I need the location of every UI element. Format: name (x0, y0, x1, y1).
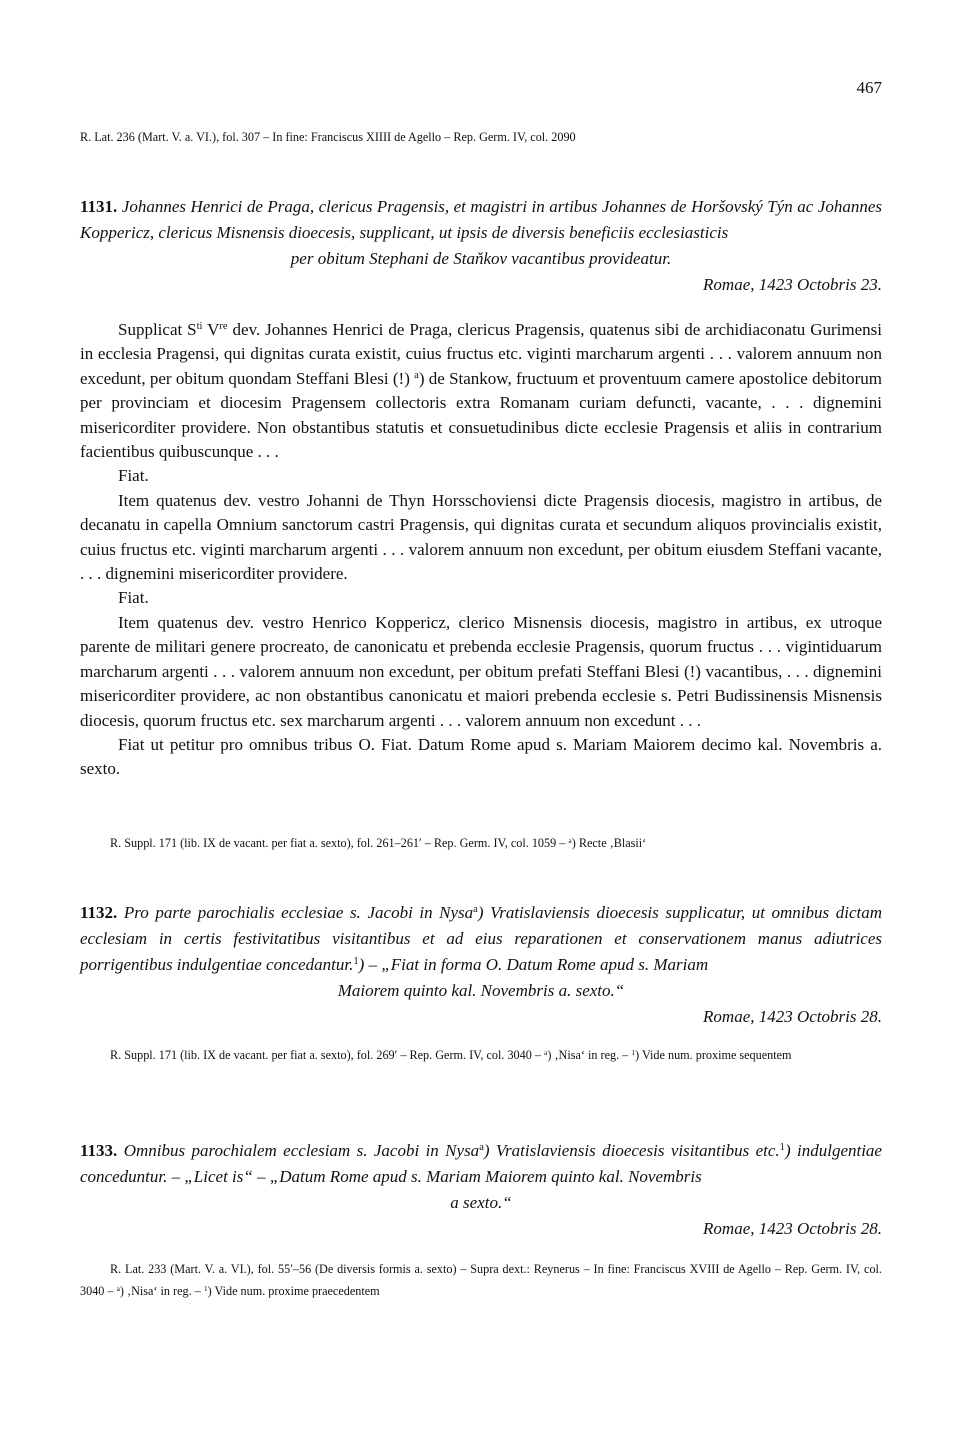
footnote-marker: a (544, 1047, 548, 1057)
prime-mark: ′ (290, 1262, 293, 1276)
entry-1133-note (80, 1258, 882, 1302)
entry-date: Romae, 1423 Octobris 28. (703, 1007, 882, 1026)
text-run: ) ‚Nisa‘ in reg. – (547, 1048, 632, 1062)
text-run: – Rep. Germ. IV, col. 3040 – (397, 1048, 545, 1062)
text-run: (De diversis formis a. sexto) – Supra dext.: Reynerus – In fine: Franciscus XVIII de Agello – Rep. Germ. IV, col. 3040 – (80, 1262, 882, 1298)
paragraph: Fiat ut petitur pro omnibus tribus O. Fiat. Datum Rome apud s. Mariam Maiorem decimo kal. Novembris a. sexto. (80, 734, 882, 779)
footnote-marker: a (568, 835, 572, 845)
paragraph (80, 318, 882, 464)
text-run: ) de Stankow, fructuum et proventuum camere apostolice debitorum per provinciam et diocesim Pragensem collectoris extra Romanam curiam defuncti, vacante, . . . dignemini misericorditer providere. Non obstantibus statutis et consuetudinibus dicte ecclesie Pragensis et aliis in contrarium facientibus quibuscunque . . . (80, 368, 882, 462)
footnote-marker: a (414, 370, 419, 382)
text-run: ) Recte ‚Blasii‘ (571, 836, 647, 850)
footnote-marker: 1 (353, 956, 359, 968)
text-run: ) Vide num. proxime sequentem (635, 1048, 792, 1062)
entry-date: Romae, 1423 Octobris 23. (703, 275, 882, 294)
text-run: ) ‚Nisa‘ in reg. – (119, 1284, 204, 1298)
entry-1131-note (80, 832, 882, 854)
entry-1132 (80, 900, 882, 1030)
superscript: re (219, 321, 228, 333)
paragraph: Item quatenus dev. vestro Johanni de Thyn Horsschoviensi dicte Pragensis diocesis, magistro in artibus, de decanatu in capella Omnium sanctorum castri Pragensis, qui dignitas curata et secundum aliquos provincialis existit, cuius fructus etc. viginti marcharum argenti . . . valorem annuum non excedunt, per obitum eiusdem Steffani vacante, . . . dignemini misericorditer providere. (80, 490, 882, 584)
prime-mark: ′ (419, 836, 422, 850)
entry-1133 (80, 1138, 882, 1242)
footnote-marker: a (116, 1283, 120, 1293)
text-run: ) Vratislaviensis dioecesis supplicatur, ut omnibus dictam ecclesiam in certis festivitatibus visitantibus et ad eius reparationen et conservationem manus adiutrices porrigentibus indulgentiae concedantur. (80, 903, 882, 974)
footnote-marker: 1 (203, 1283, 208, 1293)
page-number: 467 (856, 78, 882, 97)
entry-summary (80, 194, 882, 246)
text-run: ) Vratislaviensis dioecesis visitantibus etc. (483, 1141, 780, 1160)
text-run: ) – „Fiat in forma O. Datum Rome apud s. Mariam (358, 955, 709, 974)
entry-summary (80, 900, 882, 978)
summary-text: Johannes Henrici de Praga, clericus Pragensis, et magistri in artibus Johannes de Horšovský Týn ac Johannes Koppericz, clericus Misnensis dioecesis, supplicant, ut ipsis de diversis beneficiis ecclesiasticis (80, 197, 883, 242)
text-run: V (202, 320, 220, 339)
text-run: R. Suppl. 171 (lib. IX de vacant. per fiat a. sexto), fol. 269 (110, 1048, 395, 1062)
entry-1131 (80, 194, 882, 298)
entry-1132-note (80, 1044, 882, 1066)
summary-last-line: per obitum Stephani de Staňkov vacantibus provideatur. (290, 249, 672, 268)
text-run: dev. Johannes Henrici de Praga, clericus Pragensis, quatenus sibi de archidiaconatu Gurimensi in ecclesia Pragensi, qui dignitas curata existit, cuius fructus etc. viginti marcharum argenti . . . valorem annuum non excedunt, per obitum quondam Steffani Blesi (!) (80, 320, 883, 388)
header-note: R. Lat. 236 (Mart. V. a. VI.), fol. 307 – In fine: Franciscus XIIII de Agello – Rep. Germ. IV, col. 2090 (80, 130, 576, 144)
text-run: R. Suppl. 171 (lib. IX de vacant. per fiat a. sexto), fol. 261–261 (110, 836, 420, 850)
text-run: – Rep. Germ. IV, col. 1059 – (421, 836, 569, 850)
text-run: Pro parte parochialis ecclesiae s. Jacobi in Nysa (117, 903, 474, 922)
summary-last-line: Maiorem quinto kal. Novembris a. sexto.“ (337, 981, 625, 1000)
text-run: ) Vide num. proxime praecedentem (207, 1284, 380, 1298)
summary-last-line: a sexto.“ (450, 1193, 512, 1212)
text-run: Omnibus parochialem ecclesiam s. Jacobi in Nysa (117, 1141, 480, 1160)
footnote-marker: 1 (631, 1047, 636, 1057)
paragraph: Item quatenus dev. vestro Henrico Koppericz, clerico Misnensis diocesis, magistro in artibus, ex utroque parente de militari genere procreato, de canonicatu et prebenda ecclesie Pragensis, quorum fructus . . . vigintiduarum marcharum argenti . . . valorem annuum non excedunt, per obitum prefati Steffani Blesi (!) vacantibus, . . . dignemini misericorditer providere, ac non obstantibus canonicatu et maiori prebenda ecclesie s. Petri Budissinensis Misnensis diocesis, quorum fructus etc. sex marcharum argenti . . . valorem annuum non excedunt . . . (80, 612, 882, 730)
text-run: ) indulgentiae conceduntur. – „Licet is“ – „Datum Rome apud s. Mariam Maiorem quinto kal. Novembris (80, 1141, 882, 1186)
fiat-line: Fiat. (118, 588, 149, 608)
entry-1131-body (80, 318, 882, 782)
entry-number: 1132. (80, 903, 118, 922)
entry-number: 1131. (80, 197, 118, 216)
footnote-marker: a (473, 904, 478, 916)
entry-date: Romae, 1423 Octobris 28. (703, 1219, 882, 1238)
footnote-marker: 1 (779, 1142, 785, 1154)
text-run: –56 (292, 1262, 312, 1276)
text-run: Supplicat S (118, 320, 197, 339)
superscript: ti (196, 321, 203, 333)
fiat-line: Fiat. (118, 466, 149, 486)
text-run: R. Lat. 233 (Mart. V. a. VI.), fol. 55 (110, 1262, 291, 1276)
prime-mark: ′ (394, 1048, 398, 1062)
footnote-marker: a (479, 1142, 484, 1154)
entry-number: 1133. (80, 1141, 118, 1160)
entry-summary (80, 1138, 882, 1190)
